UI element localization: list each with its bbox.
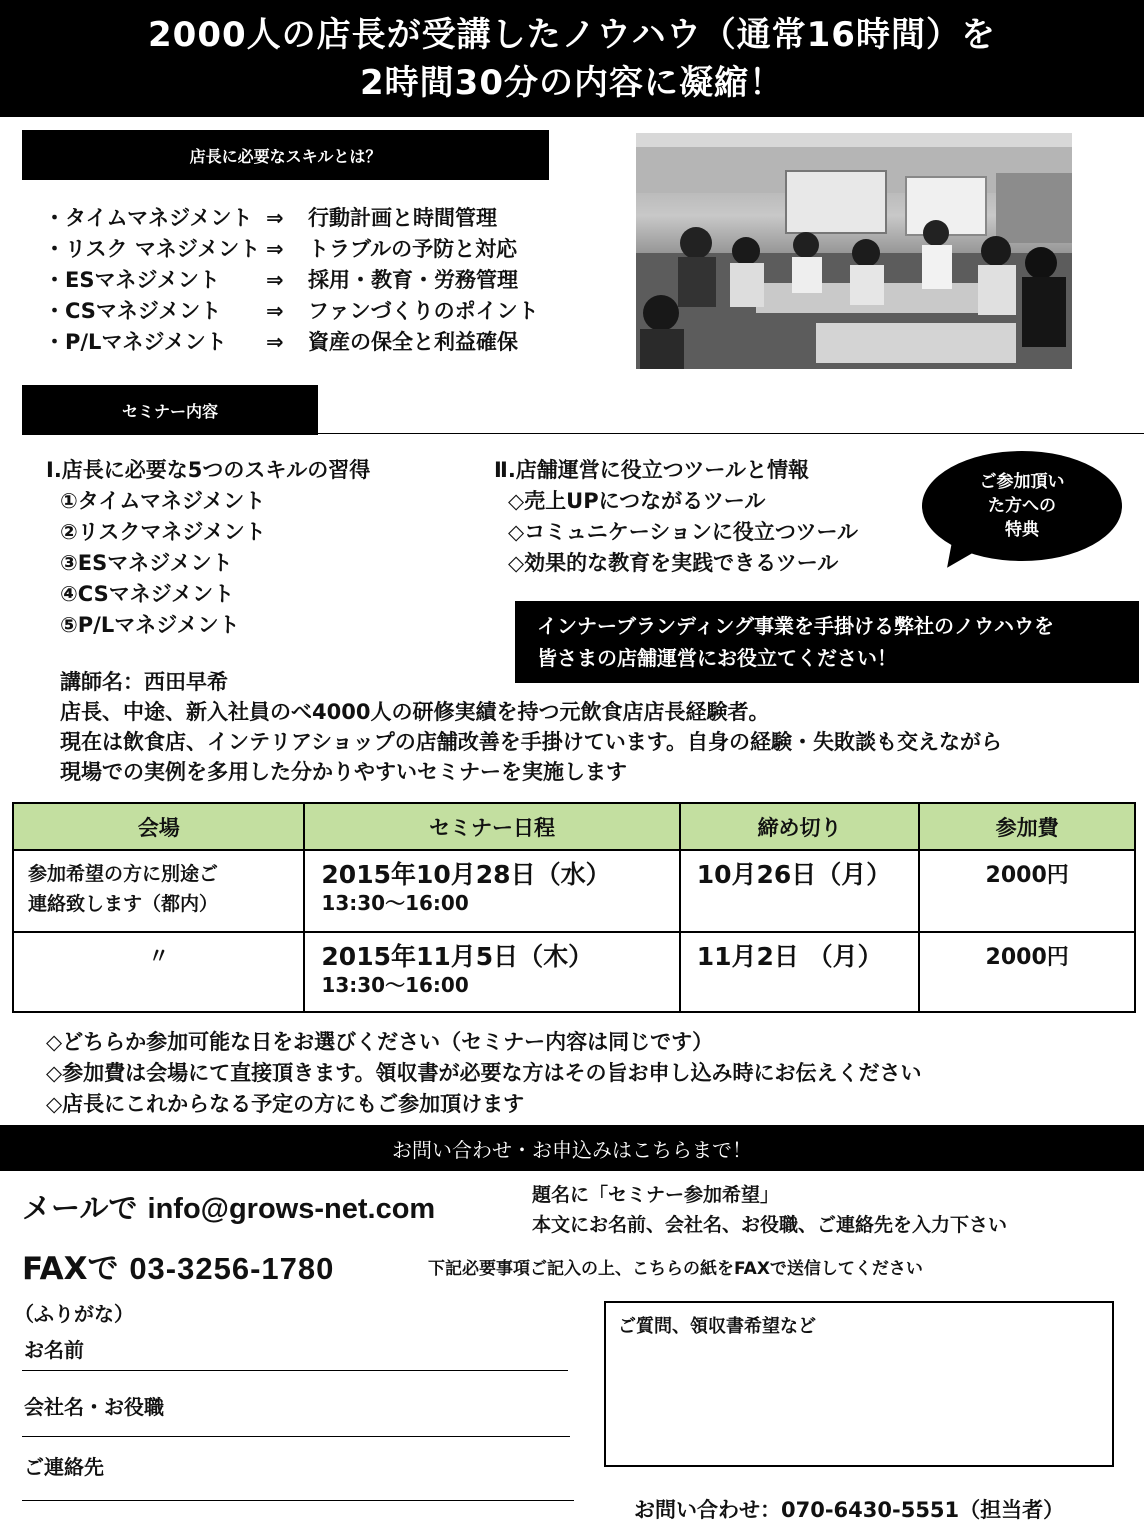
mail-contact: [22, 1186, 435, 1227]
branding-line: インナーブランディング事業を手掛ける弊社のノウハウを: [537, 614, 1054, 638]
contact-bar-text: お問い合わせ・お申込みはこちらまで！: [392, 1137, 752, 1162]
skill-desc: 資産の保全と利益確保: [308, 330, 518, 354]
header-fee: 参加費: [919, 803, 1135, 850]
instructor-info: [60, 667, 1002, 787]
skill-name: ・CSマネジメント: [44, 299, 222, 323]
contact-label: ご連絡先: [24, 1455, 104, 1479]
bubble-line: た方への: [988, 496, 1056, 516]
bonus-bubble: [922, 451, 1122, 561]
instructor-line: 現場での実例を多用した分かりやすいセミナーを実施します: [60, 760, 627, 784]
arrow-icon: ⇒: [266, 268, 284, 292]
note-item: ◇参加費は会場にて直接頂きます。領収書が必要な方はその旨お申し込み時にお伝えください: [46, 1061, 922, 1085]
note-item: ◇店長にこれからなる予定の方にもご参加頂けます: [46, 1092, 525, 1116]
fax-number: 03-3256-1780: [129, 1251, 335, 1286]
venue-line: 〃: [148, 944, 170, 968]
list-item: ◇売上UPにつながるツール: [508, 489, 766, 513]
arrow-icon: ⇒: [266, 330, 284, 354]
list-item: ③ESマネジメント: [60, 551, 233, 575]
company-label: 会社名・お役職: [24, 1395, 164, 1419]
deadline-cell: 10月26日（月）: [680, 850, 920, 932]
headline-line1: 2000人の店長が受講したノウハウ（通常16時間）を: [148, 14, 996, 55]
name-field[interactable]: [22, 1370, 568, 1371]
instruction-line: 題名に「セミナー参加希望」: [532, 1184, 780, 1206]
list-item: ◇コミュニケーションに役立つツール: [508, 520, 859, 544]
seminar-section-title: [22, 385, 318, 435]
date-cell: [304, 850, 679, 932]
part1-title: Ⅰ.店長に必要な5つのスキルの習得: [46, 458, 371, 482]
part2-title: Ⅱ.店舗運営に役立つツールと情報: [494, 458, 809, 482]
contact-bar: [0, 1125, 1144, 1171]
divider: [318, 433, 1144, 434]
instruction-line: 本文にお名前、会社名、お役職、ご連絡先を入力下さい: [532, 1214, 1008, 1236]
header-date: セミナー日程: [304, 803, 679, 850]
phone-contact: お問い合わせ：070-6430-5551（担当者）: [634, 1498, 1065, 1522]
skill-name: ・P/Lマネジメント: [44, 330, 227, 354]
venue-cell: [13, 850, 304, 932]
branding-line: 皆さまの店舗運営にお役立てください！: [537, 646, 897, 670]
time-text: 13:30〜16:00: [321, 891, 469, 915]
arrow-icon: ⇒: [266, 206, 284, 230]
list-item: ①タイムマネジメント: [60, 489, 266, 513]
skill-row: [44, 265, 539, 296]
headline-line2: 2時間30分の内容に凝縮！: [360, 62, 784, 103]
schedule-table: [12, 802, 1136, 1013]
seminar-title-text: セミナー内容: [121, 401, 218, 421]
venue-line: 参加希望の方に別途ご: [28, 863, 219, 885]
date-text: 2015年10月28日（水）: [321, 860, 611, 889]
header-venue: 会場: [13, 803, 304, 850]
time-text: 13:30〜16:00: [321, 973, 469, 997]
seminar-part1: [46, 455, 370, 641]
fee-cell: 2000円: [919, 850, 1135, 932]
skill-row: [44, 296, 539, 327]
date-cell: [304, 932, 679, 1012]
header-deadline: 締め切り: [680, 803, 920, 850]
notes: [46, 1027, 921, 1120]
arrow-icon: ⇒: [266, 299, 284, 323]
list-item: ◇効果的な教育を実践できるツール: [508, 551, 839, 575]
list-item: ②リスクマネジメント: [60, 520, 266, 544]
deadline-cell: 11月2日 （月）: [680, 932, 920, 1012]
skill-desc: 行動計画と時間管理: [308, 206, 497, 230]
fax-note: 下記必要事項ご記入の上、こちらの紙をFAXで送信してください: [428, 1259, 923, 1279]
venue-line: 連絡致します（都内）: [28, 893, 219, 915]
skill-row: [44, 327, 539, 358]
list-item: ④CSマネジメント: [60, 582, 235, 606]
seminar-part2: [494, 455, 858, 579]
instructor-name: 講師名：西田早希: [60, 670, 228, 694]
skill-name: ・タイムマネジメント: [44, 206, 253, 230]
seminar-photo-illustration: [636, 133, 1072, 369]
date-text: 2015年11月5日（木）: [321, 942, 594, 971]
skill-desc: ファンづくりのポイント: [308, 299, 539, 323]
bubble-line: ご参加頂い: [979, 472, 1065, 492]
mail-instructions: [532, 1180, 1007, 1240]
skills-title-text: 店長に必要なスキルとは？: [189, 146, 382, 166]
name-label: お名前: [24, 1338, 84, 1362]
fax-contact: [22, 1243, 334, 1288]
skill-row: [44, 203, 539, 234]
company-field[interactable]: [22, 1436, 570, 1437]
skill-desc: 採用・教育・労務管理: [308, 268, 518, 292]
skill-name: ・リスク マネジメント: [44, 237, 261, 261]
instructor-line: 店長、中途、新入社員のべ4000人の研修実績を持つ元飲食店店長経験者。: [60, 700, 770, 724]
skills-list: [44, 203, 539, 358]
furigana-label: （ふりがな）: [14, 1302, 134, 1326]
bubble-line: 特典: [1005, 520, 1039, 540]
fax-label: FAXで: [22, 1251, 119, 1287]
arrow-icon: ⇒: [266, 237, 284, 261]
skill-desc: トラブルの予防と対応: [308, 237, 518, 261]
contact-field[interactable]: [22, 1500, 574, 1501]
skill-name: ・ESマネジメント: [44, 268, 220, 292]
skill-row: [44, 234, 539, 265]
skills-section-title: [22, 130, 549, 180]
venue-cell: [13, 932, 304, 1012]
questions-label: ご質問、領収書希望など: [618, 1316, 816, 1337]
instructor-line: 現在は飲食店、インテリアショップの店舗改善を手掛けています。自身の経験・失敗談も交えながら: [60, 730, 1003, 754]
note-item: ◇どちらか参加可能な日をお選びください（セミナー内容は同じです）: [46, 1030, 714, 1054]
mail-address-link[interactable]: info@grows-net.com: [147, 1193, 436, 1225]
list-item: ⑤P/Lマネジメント: [60, 613, 240, 637]
table-row: [13, 850, 1135, 932]
header-banner: [0, 0, 1144, 117]
fee-cell: 2000円: [919, 932, 1135, 1012]
table-row: [13, 932, 1135, 1012]
seminar-photo: [636, 133, 1072, 369]
table-header-row: [13, 803, 1135, 850]
mail-label: メールで: [22, 1191, 138, 1225]
